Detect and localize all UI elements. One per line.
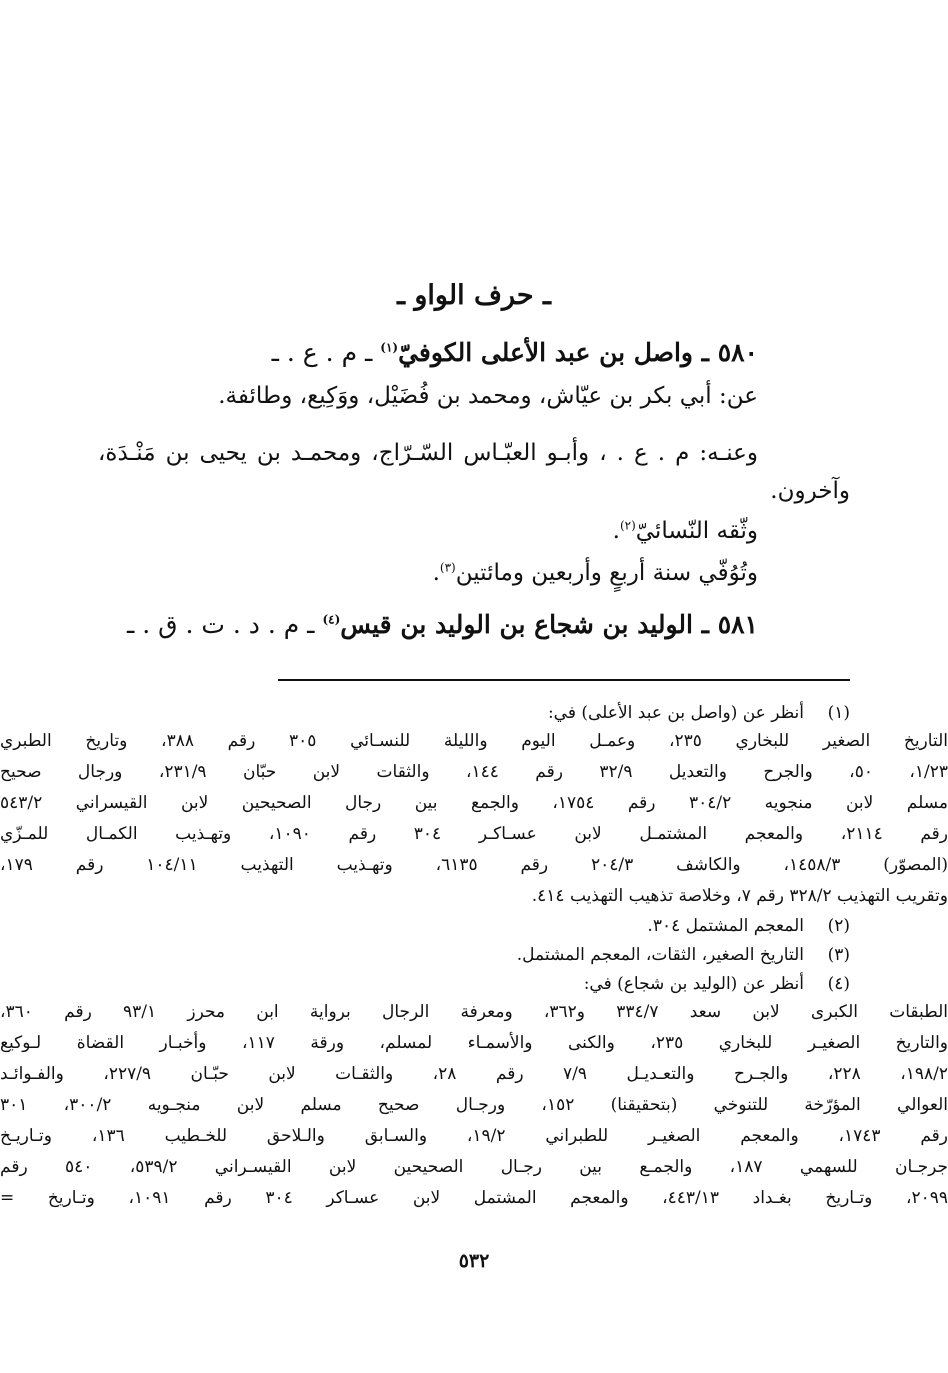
entry-581-name: ٥٨١ ـ الوليد بن شجاع بن الوليد بن قيس xyxy=(340,610,758,639)
entry-580-death-text: وتُوُفّي سنة أربعٍ وأربعين ومائتين xyxy=(455,560,758,586)
footnote-lead: المعجم المشتمل ٣٠٤. xyxy=(647,916,804,936)
footnote-number: (٢) xyxy=(827,916,850,936)
page-number: ٥٣٢ xyxy=(458,1250,490,1272)
footnote-line: التاريخ الصغير للبخاري ٢٣٥، وعمـل اليوم والليلة للنسـائي ٣٠٥ رقم ٣٨٨، وتاريخ الطبري xyxy=(0,731,948,751)
footnote-lead: أنظر عن (واصل بن عبد الأعلى) في: xyxy=(547,703,804,723)
footnote-lead: أنظر عن (الوليد بن شجاع) في: xyxy=(583,974,804,994)
entry-580-trust-period: . xyxy=(612,518,620,544)
footnote-lead: التاريخ الصغير، الثقات، المعجم المشتمل. xyxy=(516,945,804,965)
footnote-line: رقم ١٧٤٣، والمعجم الصغيـر للطبراني ١٩/٢، والسـابق والـلاحق للخـطيب ١٣٦، وتـاريـخ xyxy=(0,1126,948,1146)
footnote-line: جرجـان للسهمي ١٨٧، والجمـع بين رجـال الصحيحين لابن القيسـراني ٥٣٩/٢، ٥٤٠ رقم xyxy=(0,1157,948,1177)
footnote-line: الطبقات الكبرى لابن سعد ٣٣٤/٧ و٣٦٢، ومعرفة الرجال برواية ابن محرز ٩٣/١ رقم ٣٦٠، xyxy=(0,1002,948,1022)
entry-580-codes: ـ م . ع . ـ xyxy=(271,338,381,367)
footnote-line: ١٩٨/٢، ٢٢٨، والجـرح والتعـديـل ٧/٩ رقم ٢٨، والثقـات لابن حبّـان ٢٢٧/٩، والفـوائـد xyxy=(0,1064,948,1084)
footnote-ref-4: (٤) xyxy=(322,612,341,627)
footnote-line: ١/٢٣، ٥٠، والجرح والتعديل ٣٢/٩ رقم ١٤٤، والثقات لابن حبّان ٢٣١/٩، ورجال صحيح xyxy=(0,762,948,782)
entry-580-teachers: عن: أبي بكر بن عيّاش، ومحمد بن فُضَيْل، ووَكِيع، وطائفة. xyxy=(218,383,758,409)
entry-580-students: وعنـه: م . ع . ، وأبـو العبّـاس السّـرّاج، ومحمـد بن يحيى بن مَنْـدَة، xyxy=(98,440,758,466)
footnote-ref-2: (٢) xyxy=(619,518,636,533)
footnote-line: العوالي المؤرّخة للتنوخي (بتحقيقنا) ١٥٢، ورجـال صحيح مسلم لابن منجـويه ٣٠٠/٢، ٣٠١ xyxy=(0,1095,948,1115)
footnote-number: (٤) xyxy=(827,974,850,994)
entry-581-codes: ـ م . د . ت . ق . ـ xyxy=(126,610,323,639)
footnote-line: وتقريب التهذيب ٣٢٨/٢ رقم ٧، وخلاصة تذهيب التهذيب ٤١٤. xyxy=(531,886,948,906)
entry-580-death xyxy=(98,560,758,586)
entry-580-name: ٥٨٠ ـ واصل بن عبد الأعلى الكوفيّ xyxy=(398,338,758,367)
entry-580-trust-text: وثّقه النّسائيّ xyxy=(635,518,758,544)
entry-581-title xyxy=(98,610,758,639)
footnote-line: ٢٠٩٩، وتـاريخ بغـداد ٤٤٣/١٣، والمعجم المشتمل لابن عسـاكر ٣٠٤ رقم ١٠٩١، وتـاريخ = xyxy=(0,1188,948,1208)
footnote-line: والتاريخ الصغيـر للبخاري ٢٣٥، والكنى والأسمـاء لمسلم، ورقة ١١٧، وأخبـار القضاة لـوكيع xyxy=(0,1033,948,1053)
footnote-separator xyxy=(278,679,850,681)
entry-580-title xyxy=(98,338,758,367)
footnote-number: (١) xyxy=(827,703,850,723)
footnote-ref-1: (١) xyxy=(380,340,399,355)
entry-580-death-period: . xyxy=(432,560,440,586)
entry-580-others: وآخرون. xyxy=(770,478,850,504)
entry-580-trust xyxy=(98,518,758,544)
footnote-line: (المصوّر) ١٤٥٨/٣، والكاشف ٢٠٤/٣ رقم ٦١٣٥، وتهـذيب التهذيب ١٠٤/١١ رقم ١٧٩، xyxy=(0,855,948,875)
footnote-ref-3: (٣) xyxy=(439,560,456,575)
section-heading: ـ حرف الواو ـ xyxy=(397,280,551,311)
footnote-number: (٣) xyxy=(827,945,850,965)
footnote-line: رقم ٢١١٤، والمعجم المشتمـل لابن عسـاكـر ٣٠٤ رقم ١٠٩٠، وتهـذيب الكمـال للمـزّي xyxy=(0,824,948,844)
footnote-line: مسلم لابن منجويه ٣٠٤/٢ رقم ١٧٥٤، والجمع بين رجال الصحيحين لابن القيسراني ٥٤٣/٢ xyxy=(0,793,948,813)
